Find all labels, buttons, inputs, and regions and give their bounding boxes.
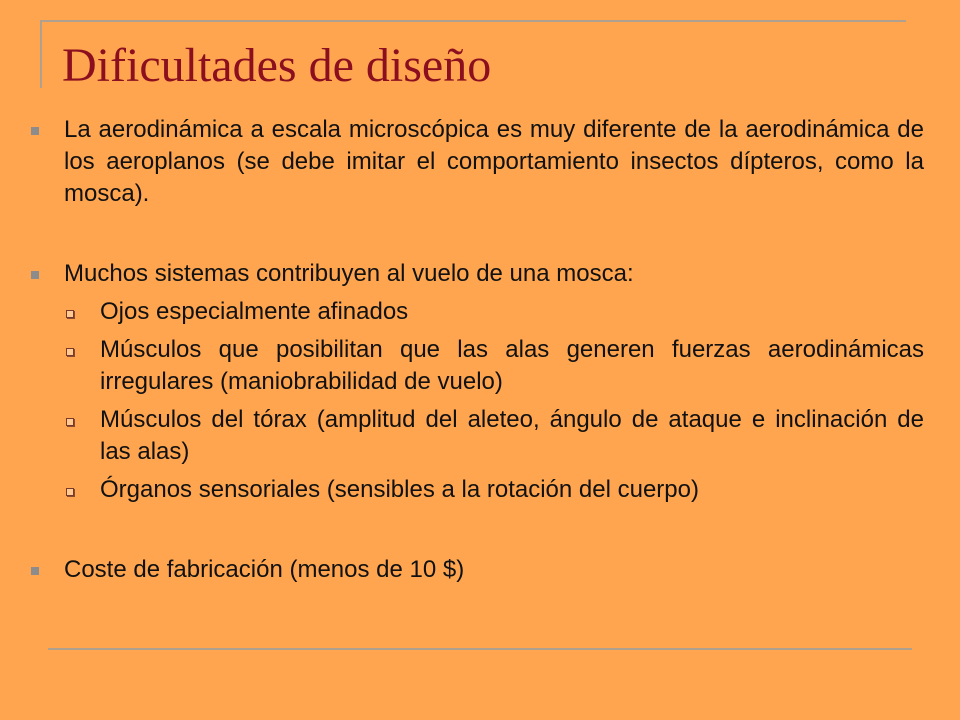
sub-bullet-text: Órganos sensoriales (sensibles a la rotación del cuerpo) (100, 476, 699, 503)
bullet-text: Coste de fabricación (menos de 10 $) (64, 556, 465, 583)
hollow-square-bullet-icon (66, 488, 74, 496)
slide-title: Dificultades de diseño (62, 39, 492, 92)
bullet-text: Muchos sistemas contribuyen al vuelo de una mosca: (64, 260, 634, 287)
square-bullet-icon (31, 567, 39, 575)
slide-body (28, 114, 924, 586)
sub-bullet-item (64, 404, 924, 468)
bottom-rule (48, 648, 912, 650)
sub-bullet-text: Músculos del tórax (amplitud del aleteo, ángulo de ataque e inclinación de las alas) (100, 406, 924, 465)
top-rule (40, 20, 906, 22)
bullet-item (28, 258, 924, 290)
bullet-item (28, 554, 924, 586)
sub-bullet-text: Músculos que posibilitan que las alas generen fuerzas aerodinámicas irregulares (maniobrabilidad de vuelo) (100, 336, 924, 395)
sub-bullet-item (64, 334, 924, 398)
left-rule (40, 20, 42, 88)
hollow-square-bullet-icon (66, 418, 74, 426)
square-bullet-icon (31, 127, 39, 135)
square-bullet-icon (31, 271, 39, 279)
bullet-text: La aerodinámica a escala microscópica es muy diferente de la aerodinámica de los aeroplanos (se debe imitar el comportamiento insectos dípteros, como la mosca). (64, 116, 924, 207)
sub-bullet-text: Ojos especialmente afinados (100, 298, 409, 325)
sub-bullet-item (64, 474, 924, 506)
sub-bullet-item (64, 296, 924, 328)
bullet-item (28, 114, 924, 210)
hollow-square-bullet-icon (66, 310, 74, 318)
hollow-square-bullet-icon (66, 348, 74, 356)
